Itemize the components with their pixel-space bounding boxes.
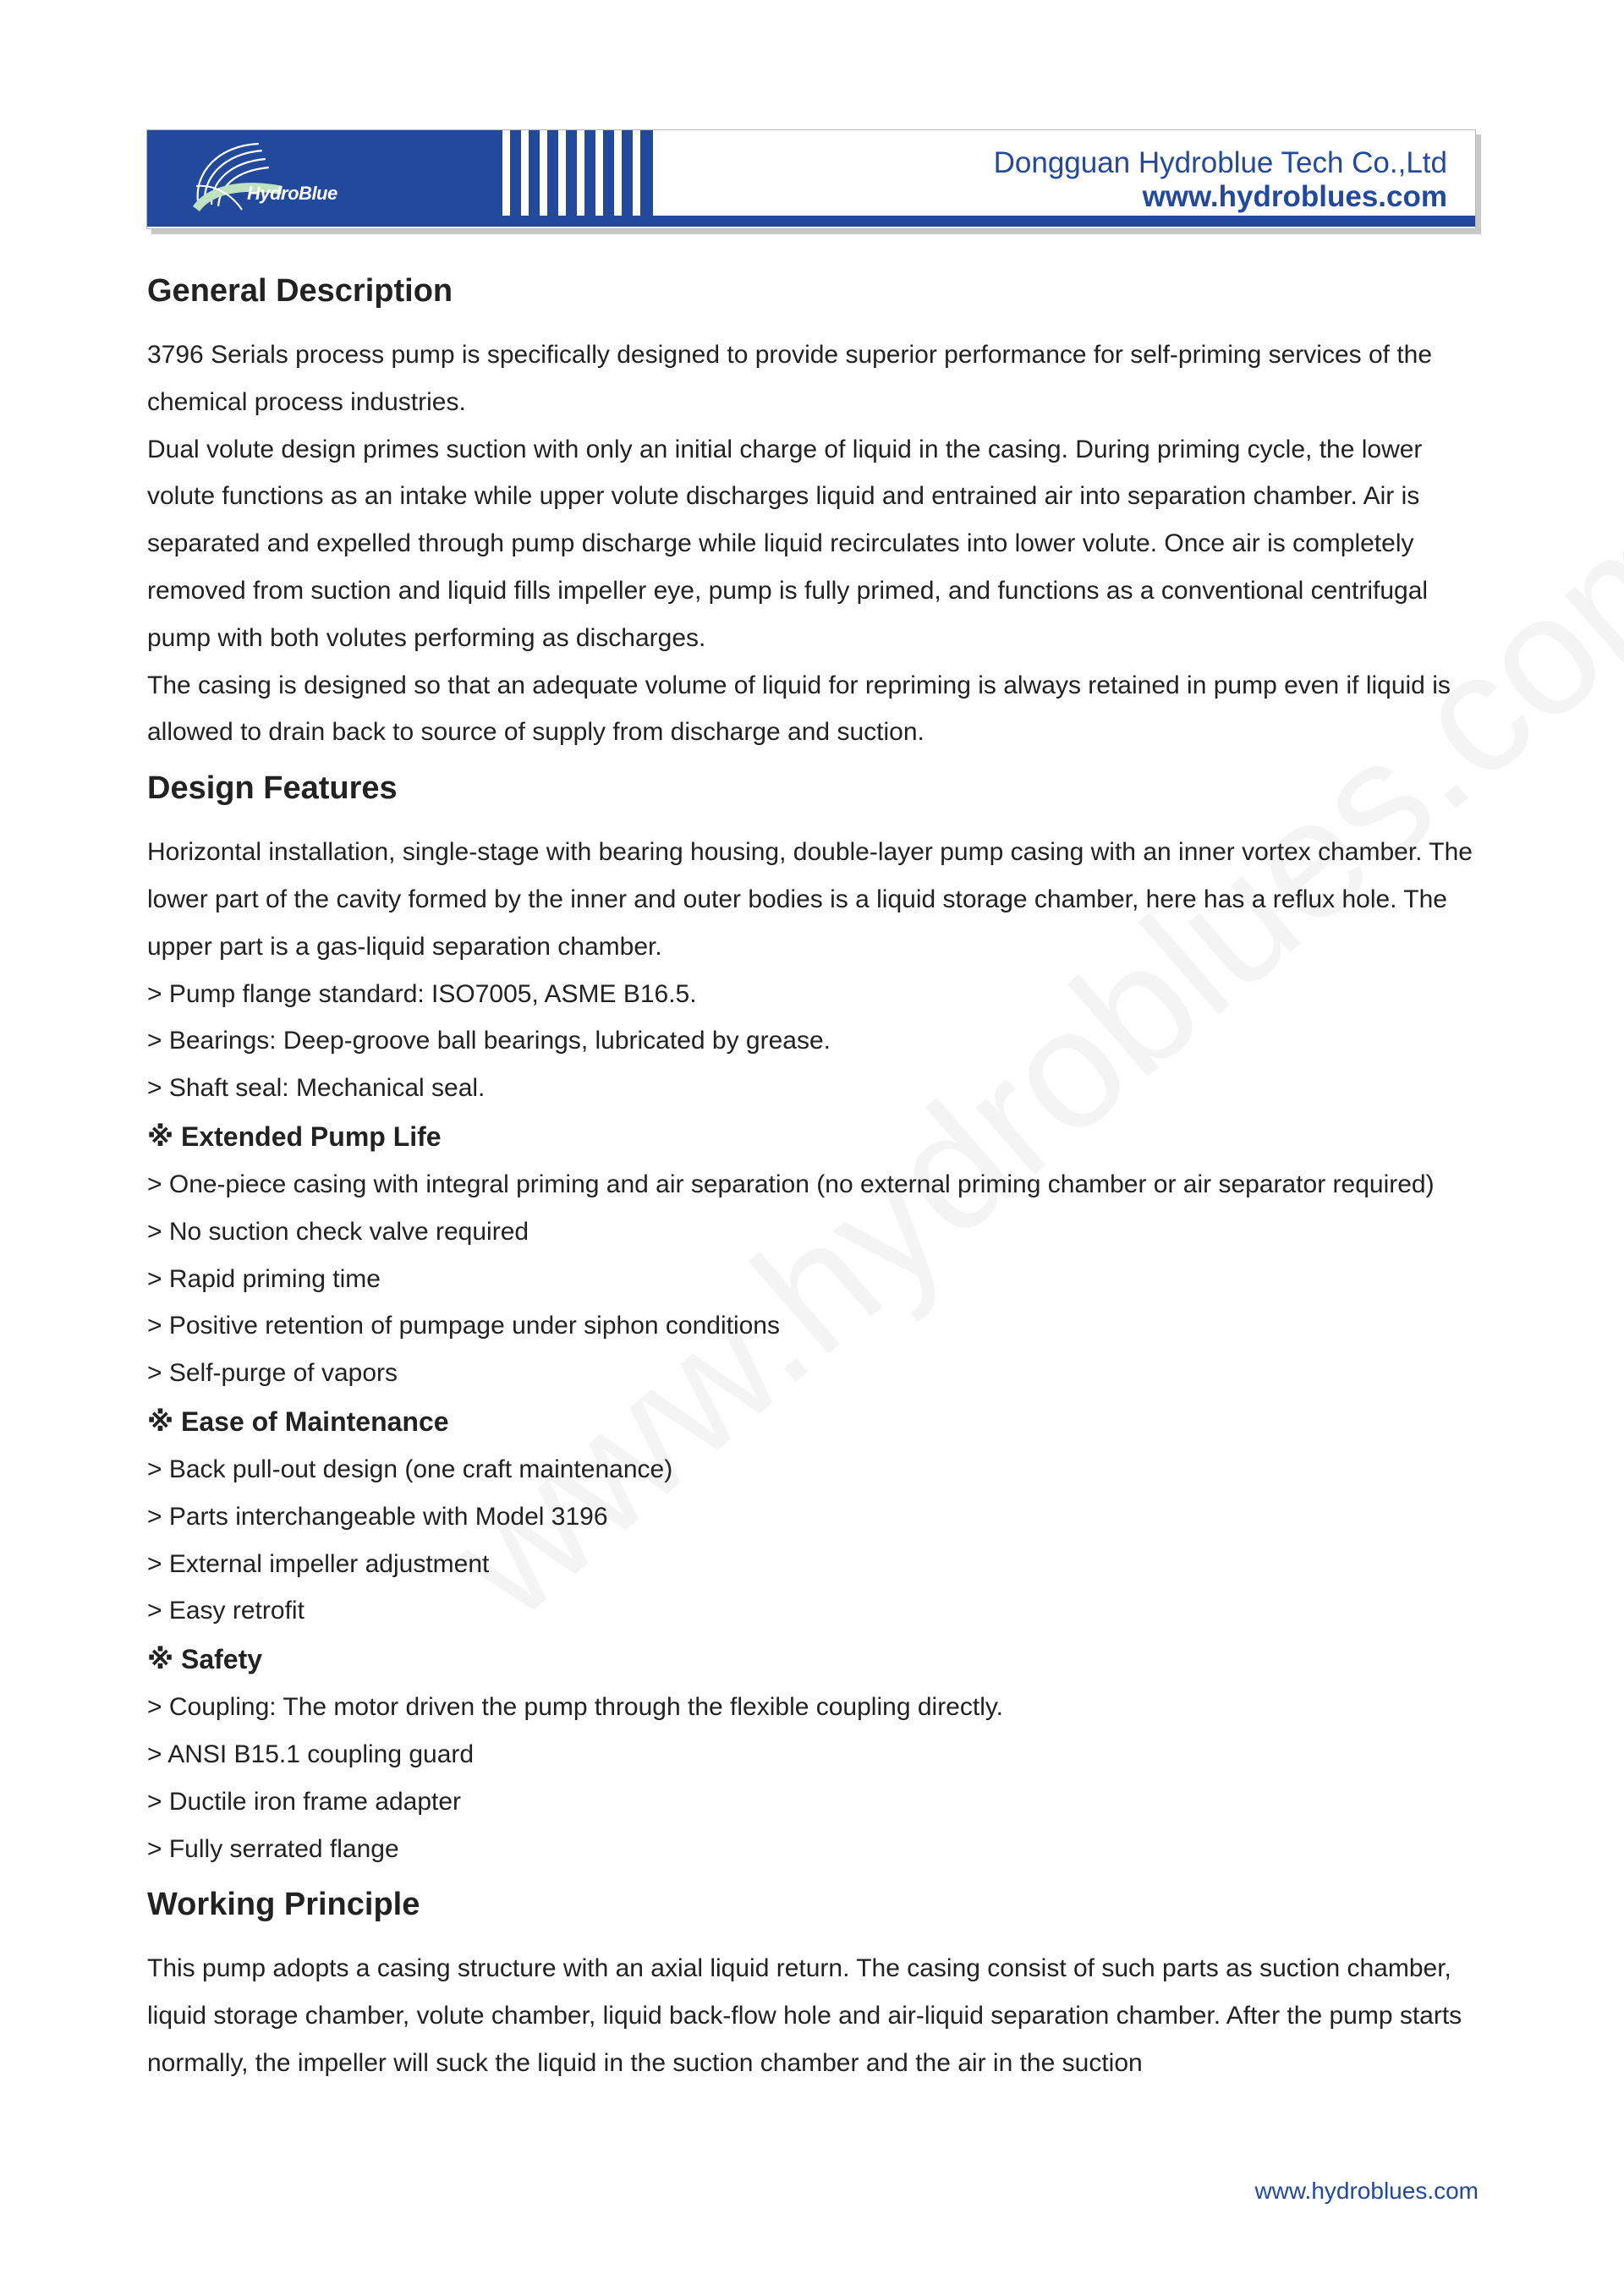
company-name: Dongguan Hydroblue Tech Co.,Ltd — [993, 146, 1447, 179]
list-item: > Coupling: The motor driven the pump through the flexible coupling directly. — [147, 1693, 1003, 1722]
general-paragraph-1: 3796 Serials process pump is specifically designed to provide superior performance for self-priming services of the chemical process industries. — [147, 341, 1433, 416]
safety-list — [147, 1684, 1484, 1872]
list-item: > Parts interchangeable with Model 3196 — [147, 1502, 608, 1531]
design-bullet-list — [147, 971, 1484, 1112]
safety-heading: ※ Safety — [147, 1644, 263, 1675]
header-frame — [146, 129, 1476, 229]
company-url: www.hydroblues.com — [1142, 180, 1447, 213]
working-paragraph-1: This pump adopts a casing structure with an axial liquid return. The casing consist of such parts as suction chamber, liquid storage chamber, volute chamber, liquid back-flow hole and air-liquid separation chamber. After the pump starts normally, the impeller will suck the liquid in the suction chamber and the air in the suction — [147, 1954, 1462, 2077]
footer-url: www.hydroblues.com — [1254, 2178, 1479, 2204]
extended-pump-life-heading: ※ Extended Pump Life — [147, 1121, 442, 1152]
list-item: > Back pull-out design (one craft maintenance) — [147, 1455, 673, 1483]
ease-of-maintenance-heading: ※ Ease of Maintenance — [147, 1406, 449, 1437]
general-paragraph-2: Dual volute design primes suction with only an initial charge of liquid in the casing. During priming cycle, the lower volute functions as an intake while upper volute discharges liquid and entrained air into separation chamber. Air is separated and expelled through pump discharge while liquid recirculates into lower volute. Once air is completely removed from suction and liquid fills impeller eye, pump is fully primed, and functions as a conventional centrifugal pump with both volutes performing as discharges. — [147, 435, 1429, 652]
list-item: > Easy retrofit — [147, 1597, 304, 1625]
list-item: > Rapid priming time — [147, 1264, 381, 1293]
list-item: > ANSI B15.1 coupling guard — [147, 1740, 475, 1768]
list-item: > Ductile iron frame adapter — [147, 1787, 462, 1816]
list-item: > Shaft seal: Mechanical seal. — [147, 1074, 486, 1103]
list-item: > No suction check valve required — [147, 1217, 529, 1246]
list-item: > Pump flange standard: ISO7005, ASME B16.5. — [147, 979, 697, 1008]
header-underline — [147, 216, 1475, 227]
hydroblue-logo-icon — [181, 135, 337, 216]
list-item: > Bearings: Deep-groove ball bearings, lubricated by grease. — [147, 1027, 831, 1055]
list-item: > Fully serrated flange — [147, 1834, 399, 1863]
pump-life-list — [147, 1161, 1484, 1397]
logo-text: HydroBlue — [247, 183, 337, 204]
general-description-heading: General Description — [147, 273, 453, 309]
list-item: > External impeller adjustment — [147, 1549, 490, 1578]
list-item: > Self-purge of vapors — [147, 1359, 398, 1388]
document-content — [147, 266, 1484, 2087]
design-intro-paragraph: Horizontal installation, single-stage with bearing housing, double-layer pump casing with an inner vortex chamber. The lower part of the cavity formed by the inner and outer bodies is a liquid storage chamber, here has a reflux hole. The upper part is a gas-liquid separation chamber. — [147, 838, 1473, 961]
general-paragraph-3: The casing is designed so that an adequate volume of liquid for repriming is always retained in pump even if liquid is allowed to drain back to source of supply from discharge and suction. — [147, 671, 1451, 747]
header-blue-panel — [147, 130, 653, 227]
maintenance-list — [147, 1446, 1484, 1635]
list-item: > Positive retention of pumpage under siphon conditions — [147, 1312, 780, 1340]
header-banner — [146, 129, 1478, 233]
working-principle-heading: Working Principle — [147, 1887, 420, 1923]
company-block — [994, 146, 1447, 214]
list-item: > One-piece casing with integral priming and air separation (no external priming chamber or air separator required) — [147, 1170, 1435, 1198]
design-features-heading: Design Features — [147, 770, 398, 807]
